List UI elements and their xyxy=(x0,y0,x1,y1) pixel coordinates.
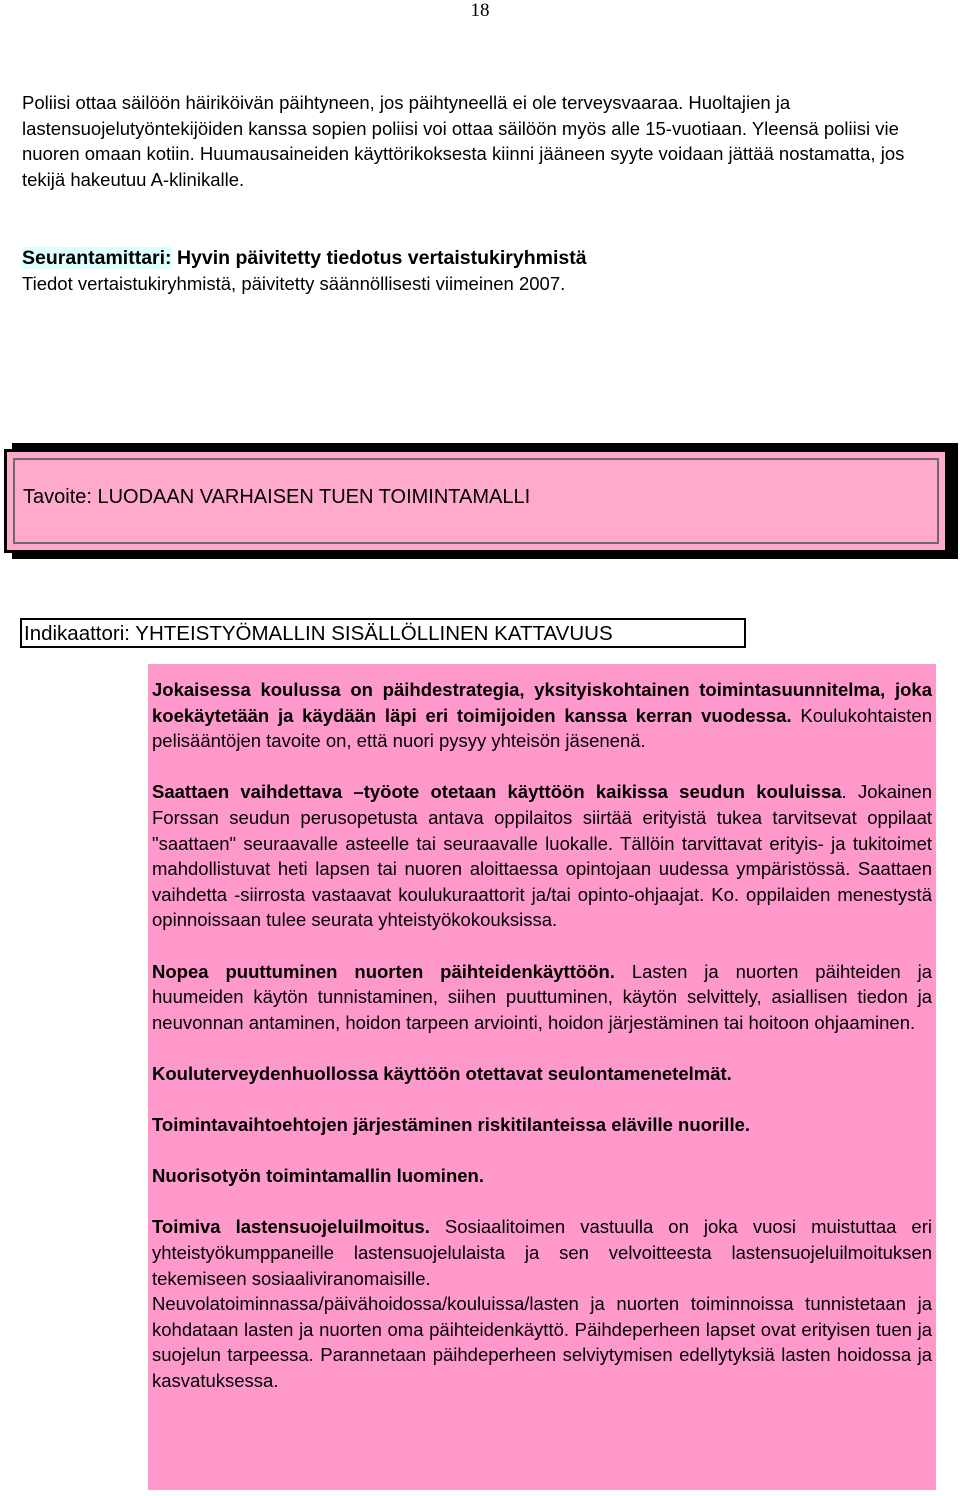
measure-text: Koulukohtaisten pelisääntöjen tavoite on, että nuori pysyy yhteisön jäsenenä. xyxy=(152,704,933,752)
measure-paragraph xyxy=(152,1163,932,1189)
measure-paragraph xyxy=(152,1061,932,1087)
measure-paragraph xyxy=(152,1112,932,1138)
measure-bold: Saattaen vaihdettava –työote otetaan käyttöön kaikissa seudun kouluissa xyxy=(152,781,842,803)
measure-bold: Toimintavaihtoehtojen järjestäminen riskitilanteissa eläville nuorille. xyxy=(152,1114,751,1136)
measure-text: Neuvolatoiminnassa/päivähoidossa/kouluissa/lasten ja nuorten toiminnoissa tunnistetaan ja kohdataan lasten ja nuorten oma päihteidenkäyttö. Päihdeperheen lapset ovat erityisen tuen ja suojelun tarpeessa. Parannetaan päihdeperheen selviytymisen edellytyksiä lasten hoidossa ja kasvatuksessa. xyxy=(152,1293,932,1392)
measure-bold: Jokaisessa koulussa on päihdestrategia, yksityiskohtainen toimintasuunnitelma, joka koekäytetään ja käydään läpi eri toimijoiden kanssa kerran vuodessa. xyxy=(152,679,932,726)
measure-bold: Nopea puuttuminen nuorten päihteidenkäyttöön. xyxy=(152,960,615,982)
measure-paragraph xyxy=(152,677,932,754)
measure-bold: Toimiva lastensuojeluilmoitus. xyxy=(152,1216,430,1238)
seurantamittari-title: Hyvin päivitetty tiedotus vertaistukiryhmistä xyxy=(171,247,587,269)
indicator-heading: Indikaattori: YHTEISTYÖMALLIN SISÄLLÖLLINEN KATTAVUUS xyxy=(20,618,746,648)
seurantamittari-text: Tiedot vertaistukiryhmistä, päivitetty säännöllisesti viimeinen 2007. xyxy=(22,273,566,294)
measure-text: Sosiaalitoimen vastuulla on joka vuosi muistuttaa eri yhteistyökumppaneille lastensuojelulaista ja sen velvoitteesta lastensuojeluilmoituksen tekemiseen sosiaaliviranomaisille. xyxy=(152,1216,932,1289)
seurantamittari-label: Seurantamittari: xyxy=(22,247,172,269)
page-number: 18 xyxy=(470,0,490,21)
measure-text: Lasten ja nuorten päihteiden ja huumeiden käytön tunnistaminen, siihen puuttuminen, käytön selvittely, asiallisen tiedon ja neuvonnan antaminen, hoidon tarpeen arviointi, hoidon järjestäminen tai hoitoon ohjaaminen. xyxy=(152,960,932,1033)
measure-paragraph xyxy=(152,779,932,933)
seurantamittari-section xyxy=(22,245,922,297)
measure-text: . Jokainen Forssan seudun perusopetusta antava oppilaitos siirtää erityistä tukea tarvitsevat oppilaat "saattaen" seuraavalle asteelle tai seuraavalle luokalle. Tällöin tarvittavat erityis- ja tukitoimet mahdollistuvat heti lapsen tai nuoren aloittaessa opintojaan uudessa ympäristössä. Saattaen vaihdetta -siirrosta vastaavat koulukuraattorit ja/tai opinto-ohjaajat. Ko. oppilaiden menestystä opinnoissaan tulee seurata yhteistyökokouksissa. xyxy=(152,781,933,931)
measure-bold: Kouluterveydenhuollossa käyttöön otettavat seulontamenetelmät. xyxy=(152,1062,732,1084)
intro-paragraph: Poliisi ottaa säilöön häiriköivän päihtyneen, jos päihtyneellä ei ole terveysvaaraa. Huoltajien ja lastensuojelutyöntekijöiden kanssa sopien poliisi voi ottaa säilöön myös alle 15-vuotiaan. Yleensä poliisi vie nuoren omaan kotiin. Huumausaineiden käyttörikoksesta kiinni jääneen syyte voidaan jättää nostamatta, jos tekijä hakeutuu A-klinikalle. xyxy=(22,92,905,190)
goal-box xyxy=(4,449,948,553)
seurantamittari-heading xyxy=(22,245,922,271)
measure-paragraph xyxy=(152,1291,932,1393)
goal-text: Tavoite: LUODAAN VARHAISEN TUEN TOIMINTAMALLI xyxy=(23,486,531,508)
measure-paragraph xyxy=(152,1214,932,1291)
measure-bold: Nuorisotyön toimintamallin luominen. xyxy=(152,1165,484,1187)
measure-paragraph xyxy=(152,959,932,1036)
measures-list xyxy=(152,677,932,1394)
